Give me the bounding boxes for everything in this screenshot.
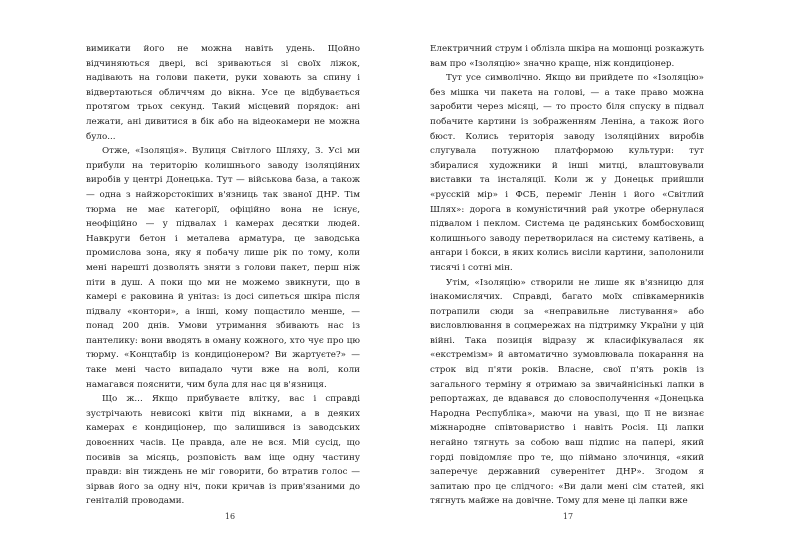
paragraph: Утім, «Ізоляцію» створили не лише як в'язницю для інакомислячих. Справді, багато моїх співкамерників потрапили сюди за «неправильне листування» або висловлювання в соцмережах на підтримку України у цій війні. Така позиція відразу ж класифікувалася як «екстремізм» й автоматично зумовлювала покарання на строк від п'яти років. Власне, свої п'ять років із загального терміну я отримаю за звичайнісінькі лапки в репортажах, де вдавався до словосполучення «Донецька Народна Республіка», маючи на увазі, що її не визнає міжнародне співтовариство і навіть Росія. Ці лапки негайно тягнуть за собою ваш підпис на папері, який горді повідомляє про те, що піймано злочинця, «який заперечує державний суверенітет ДНР». Згодом я запитаю про це слідчого: «Ви дали мені сім статей, які тягнуть майже на довічне. Тому для мене ці лапки вже	[430, 277, 704, 507]
right-page	[430, 42, 704, 509]
paragraph: Що ж... Якщо прибуваєте влітку, вас і справді зустрічають невисокі квіти під вікнами, а в деяких камерах є кондиціонер, що залишився із заводських довоєнних часів. Це правда, але не вся. Мій сусід, що посивів за місяць, розповість вам іще одну частину правди: він тиждень не міг говорити, бо втратив голос — зірвав його за одну ніч, поки кричав із прив'язаними до геніталій проводами.	[86, 394, 360, 507]
paragraph: Отже, «Ізоляція». Вулиця Світлого Шляху, 3. Усі ми прибули на територію колишнього заводу ізоляційних виробів у центрі Донецька. Тут — військова база, а також — одна з найжорстокіших в'язниць так званої ДНР. Тім тюрма не має категорії, офіційно вона не існує, неофіційно — у підвалах і камерах десятки людей. Навкруги бетон і металева арматура, це заводська промислова зона, яку я побачу лише рік по тому, коли мені нарешті дозволять зняти з голови пакет, перш ніж піти в душ. А поки що ми не можемо звикнути, що в камері є раковина й унітаз: із досі сипеться шкіра після підвалу «контори», а інші, кому пощастило менше, — понад 200 днів. Умови утримання збивають нас із пантелику: вони вводять в оману кожного, хто чує про цю тюрму. «Концтабір із кондиціонером? Ви жартуєте?» — таке мені часто випадало чути вже на волі, коли намагався пояснити, чим була для нас ця в'язниця.	[86, 146, 360, 390]
paragraph: вимикати його не можна навіть удень. Щойно відчиняються двері, всі зриваються зі своїх ліжок, надівають на голови пакети, руки ховають за спину і відвертаються обличчям до вікна. Усе це відбувається протягом трьох секунд. Такий місцевий порядок: ані лежати, ані дивитися в бік або на відеокамери не можна було...	[86, 44, 360, 142]
paragraph: Електричний струм і облізла шкіра на мошонці розкажуть вам про «Ізоляцію» значно краще, ніж кондиціонер.	[430, 44, 704, 69]
paragraph: Тут усе символічно. Якщо ви прийдете по «Ізоляцію» без мішка чи пакета на голові, — а таке право можна заробити через місяці, — то просто біля спуску в підвал побачите картини із зображенням Леніна, а також його бюст. Колись територія заводу ізоляційних виробів слугувала потужною платформою культури: тут збиралися художники й інші митці, влаштовували виставки та інсталяції. Коли ж у Донецьк прийшли «русскій мір» і ФСБ, переміг Ленін і його «Світлий Шлях»: дорога в комуністичний рай укотре обернулася підвалом і пеклом. Система це радянських бомбосховищ колишнього заводу перетворилася на систему катівень, а ангари і бокси, в яких колись висіли картини, заполонили тисячі і сотні мін.	[430, 73, 704, 273]
page-number: 16	[224, 512, 236, 521]
left-page	[86, 42, 360, 509]
page-number: 17	[562, 512, 574, 521]
